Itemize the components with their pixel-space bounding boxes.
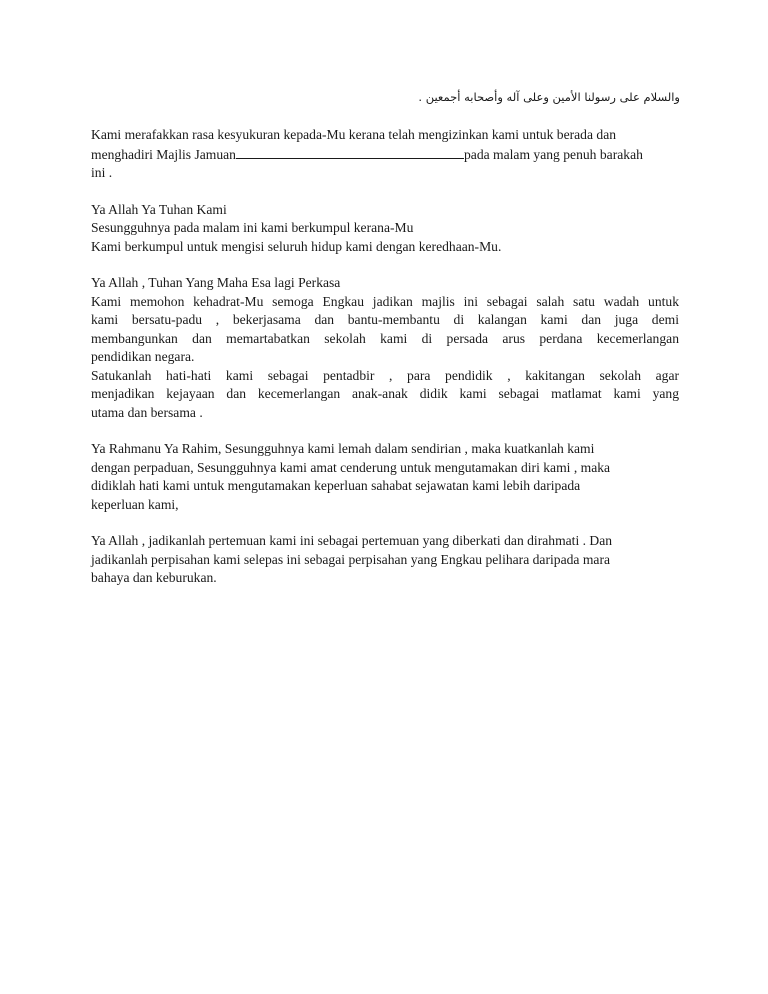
text-fragment: pada malam yang penuh barakah (463, 146, 643, 162)
text-line: Ya Rahmanu Ya Rahim, Sesungguhnya kami lemah dalam sendirian , maka kuatkanlah kami (91, 441, 595, 456)
text-line: Kami memohon kehadrat-Mu semoga Engkau jadikan majlis ini sebagai salah satu wadah untuk (91, 293, 679, 309)
text-line: Ya Allah Ya Tuhan Kami (91, 201, 227, 217)
text-line: jadikanlah perpisahan kami selepas ini sebagai perpisahan yang Engkau pelihara daripada mara (91, 551, 610, 567)
prayer-text (91, 126, 679, 606)
text-line: utama dan bersama . (91, 404, 203, 420)
arabic-salutation: والسلام على رسولنا الأمين وعلى آله وأصحابه أجمعين . (418, 90, 680, 104)
text-line: kami bersatu-padu , bekerjasama dan bantu-membantu di kalangan kami dan juga demi (91, 312, 679, 327)
text-line (91, 145, 679, 165)
text-line: ini . (91, 165, 113, 180)
text-line: menjadikan kejayaan dan kecemerlangan anak-anak didik kami sebagai matlamat kami yang (91, 386, 679, 401)
text-line: Kami berkumpul untuk mengisi seluruh hidup kami dengan keredhaan-Mu. (91, 238, 502, 254)
text-line: dengan perpaduan, Sesungguhnya kami amat cenderung untuk mengutamakan diri kami , maka (91, 459, 611, 475)
text-fragment: menghadiri Majlis Jamuan (91, 146, 236, 162)
text-line: Kami merafakkan rasa kesyukuran kepada-Mu kerana telah mengizinkan kami untuk berada dan (91, 127, 617, 142)
text-line: pendidikan negara. (91, 349, 195, 364)
text-line: membangunkan dan memartabatkan sekolah kami di persada arus perdana kecemerlangan (91, 330, 679, 346)
text-line: bahaya dan keburukan. (91, 570, 217, 585)
text-line: Ya Allah , jadikanlah pertemuan kami ini sebagai pertemuan yang diberkati dan dirahmati . Dan (91, 533, 613, 548)
paragraph-gratitude (91, 126, 679, 183)
text-line: Sesungguhnya pada malam ini kami berkumpul kerana-Mu (91, 220, 414, 235)
paragraph-unity (91, 440, 679, 514)
text-line: Ya Allah , Tuhan Yang Maha Esa lagi Perkasa (91, 275, 341, 290)
fill-in-blank[interactable] (236, 145, 464, 159)
text-line: Satukanlah hati-hati kami sebagai pentadbir , para pendidik , kakitangan sekolah agar (91, 367, 679, 383)
text-line: didiklah hati kami untuk mengutamakan keperluan sahabat sejawatan kami lebih daripada (91, 478, 581, 493)
text-line: keperluan kami, (91, 496, 179, 512)
paragraph-supplication (91, 274, 679, 422)
paragraph-blessing (91, 532, 679, 588)
paragraph-invocation (91, 201, 679, 257)
